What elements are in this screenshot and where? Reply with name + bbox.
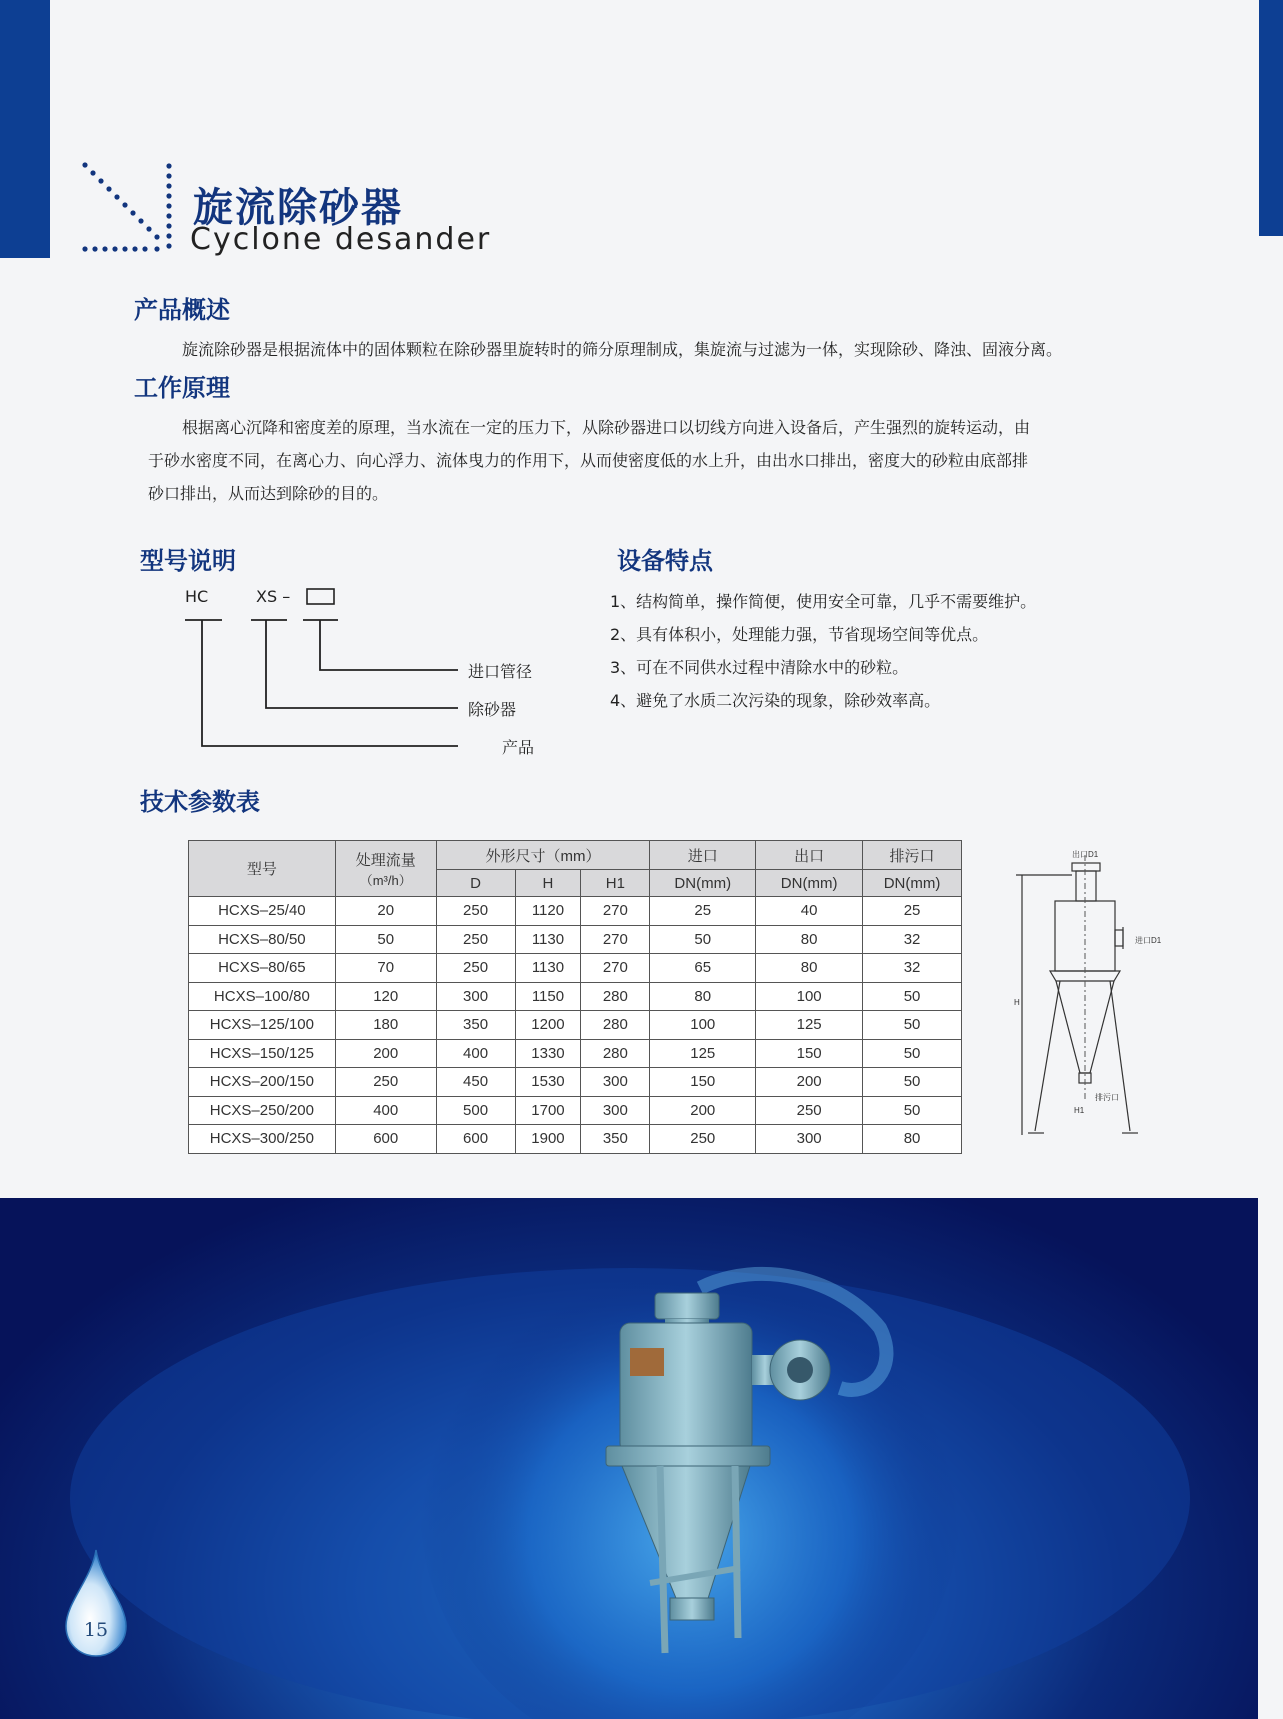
drawing-label-drain: 排污口: [1095, 1093, 1119, 1102]
model-heading: 型号说明: [140, 547, 236, 575]
cell: HCXS–250/200: [189, 1096, 336, 1125]
cell: 50: [863, 982, 962, 1011]
overview-heading: 产品概述: [134, 296, 230, 324]
model-bracket-diagram: [180, 588, 480, 758]
cell: HCXS–150/125: [189, 1039, 336, 1068]
cell: 50: [863, 1011, 962, 1040]
model-code-xs: XS –: [256, 587, 291, 606]
cell: 50: [863, 1068, 962, 1097]
cell: 300: [756, 1125, 863, 1154]
principle-line-1: 根据离心沉降和密度差的原理，当水流在一定的压力下，从除砂器进口以切线方向进入设备后，产生强烈的旋转运动，由: [182, 418, 1031, 437]
cell: 80: [650, 982, 756, 1011]
table-row: [189, 1039, 962, 1068]
page-title-en: Cyclone desander: [190, 222, 492, 257]
table-row: [189, 897, 962, 926]
overview-text: 旋流除砂器是根据流体中的固体颗粒在除砂器里旋转时的筛分原理制成，集旋流与过滤为一体，实现除砂、降浊、固液分离。: [182, 340, 1063, 359]
principle-line-2: 于砂水密度不同，在离心力、向心浮力、流体曳力的作用下，从而使密度低的水上升，由出水口排出，密度大的砂粒由底部排: [148, 451, 1029, 470]
cell: 25: [863, 897, 962, 926]
th-drain: 排污口: [863, 841, 962, 870]
cell: HCXS–300/250: [189, 1125, 336, 1154]
table-row: [189, 1096, 962, 1125]
table-row: [189, 925, 962, 954]
drawing-label-inlet: 进口D1: [1135, 936, 1162, 945]
cell: 32: [863, 925, 962, 954]
cell: HCXS–125/100: [189, 1011, 336, 1040]
table-row: [189, 954, 962, 983]
principle-line-3: 砂口排出，从而达到除砂的目的。: [148, 484, 389, 503]
cell: 180: [335, 1011, 436, 1040]
cell: 200: [335, 1039, 436, 1068]
cell: 270: [581, 897, 650, 926]
feature-item: 3、可在不同供水过程中清除水中的砂粒。: [610, 658, 909, 677]
drawing-label-h: H: [1014, 998, 1020, 1007]
cell: 80: [863, 1125, 962, 1154]
cell: 70: [335, 954, 436, 983]
feature-item: 4、避免了水质二次污染的现象，除砂效率高。: [610, 691, 941, 710]
cell: 1700: [515, 1096, 581, 1125]
cell: 50: [650, 925, 756, 954]
cell: 32: [863, 954, 962, 983]
table-row: [189, 1011, 962, 1040]
th-drain-dn: DN(mm): [863, 870, 962, 897]
right-accent-bar: [1259, 0, 1283, 236]
table-row: [189, 982, 962, 1011]
cell: HCXS–80/65: [189, 954, 336, 983]
cell: 300: [436, 982, 515, 1011]
th-h: H: [515, 870, 581, 897]
model-label-desander: 除砂器: [468, 700, 517, 719]
model-label-product: 产品: [502, 738, 535, 757]
cell: 350: [581, 1125, 650, 1154]
cell: 80: [756, 925, 863, 954]
table-row: [189, 1068, 962, 1097]
th-flow: [335, 841, 436, 897]
page-number: 15: [83, 1619, 109, 1641]
page-title-cn: 旋流除砂器: [193, 185, 403, 231]
cell: 65: [650, 954, 756, 983]
cell: 280: [581, 982, 650, 1011]
cell: 250: [650, 1125, 756, 1154]
page-number-drop-icon: [64, 1548, 128, 1658]
cell: 40: [756, 897, 863, 926]
cell: 1200: [515, 1011, 581, 1040]
cell: 100: [650, 1011, 756, 1040]
cell: 250: [335, 1068, 436, 1097]
cell: 1530: [515, 1068, 581, 1097]
cell: 120: [335, 982, 436, 1011]
product-photo: [0, 1198, 1258, 1719]
cell: 125: [756, 1011, 863, 1040]
cell: HCXS–200/150: [189, 1068, 336, 1097]
cell: 80: [756, 954, 863, 983]
model-code-hc: HC: [185, 587, 209, 606]
cell: HCXS–100/80: [189, 982, 336, 1011]
th-outlet-dn: DN(mm): [756, 870, 863, 897]
desander-line-drawing: [1010, 845, 1190, 1150]
cell: 400: [335, 1096, 436, 1125]
cell: 1330: [515, 1039, 581, 1068]
th-flow-label: 处理流量: [355, 851, 416, 869]
model-label-inlet: 进口管径: [468, 662, 533, 681]
cell: 250: [436, 925, 515, 954]
spec-heading: 技术参数表: [140, 788, 260, 816]
th-model: 型号: [189, 841, 336, 897]
cell: 250: [436, 897, 515, 926]
cell: 300: [581, 1068, 650, 1097]
th-d: D: [436, 870, 515, 897]
cell: 350: [436, 1011, 515, 1040]
cell: 500: [436, 1096, 515, 1125]
th-inlet: 进口: [650, 841, 756, 870]
spec-table: [188, 840, 962, 1154]
th-dims: 外形尺寸（mm）: [436, 841, 650, 870]
dotted-arrow-logo: [80, 160, 176, 260]
cell: 1130: [515, 954, 581, 983]
feature-item: 1、结构简单，操作简便，使用安全可靠，几乎不需要维护。: [610, 592, 1037, 611]
table-row: [189, 1125, 962, 1154]
th-h1: H1: [581, 870, 650, 897]
cell: HCXS–25/40: [189, 897, 336, 926]
cell: 200: [756, 1068, 863, 1097]
features-heading: 设备特点: [617, 547, 713, 575]
cell: 50: [863, 1039, 962, 1068]
cell: 600: [335, 1125, 436, 1154]
cell: 280: [581, 1011, 650, 1040]
th-inlet-dn: DN(mm): [650, 870, 756, 897]
th-flow-unit: （m³/h）: [359, 872, 412, 888]
th-outlet: 出口: [756, 841, 863, 870]
feature-item: 2、具有体积小，处理能力强，节省现场空间等优点。: [610, 625, 989, 644]
cell: 1130: [515, 925, 581, 954]
cell: 400: [436, 1039, 515, 1068]
drawing-label-outlet: 出口D1: [1072, 850, 1099, 859]
principle-heading: 工作原理: [134, 374, 230, 402]
cell: 270: [581, 954, 650, 983]
cell: 150: [650, 1068, 756, 1097]
cell: 1900: [515, 1125, 581, 1154]
cell: 200: [650, 1096, 756, 1125]
left-accent-bar: [0, 0, 50, 258]
cell: 270: [581, 925, 650, 954]
cell: 50: [863, 1096, 962, 1125]
cell: HCXS–80/50: [189, 925, 336, 954]
cell: 125: [650, 1039, 756, 1068]
cell: 20: [335, 897, 436, 926]
cell: 1120: [515, 897, 581, 926]
cell: 150: [756, 1039, 863, 1068]
drawing-label-h1: H1: [1074, 1106, 1085, 1115]
cell: 25: [650, 897, 756, 926]
cell: 450: [436, 1068, 515, 1097]
product-photo-section: [0, 1198, 1258, 1719]
cell: 1150: [515, 982, 581, 1011]
cell: 250: [756, 1096, 863, 1125]
cell: 300: [581, 1096, 650, 1125]
cell: 50: [335, 925, 436, 954]
cell: 250: [436, 954, 515, 983]
cell: 600: [436, 1125, 515, 1154]
cell: 280: [581, 1039, 650, 1068]
cell: 100: [756, 982, 863, 1011]
